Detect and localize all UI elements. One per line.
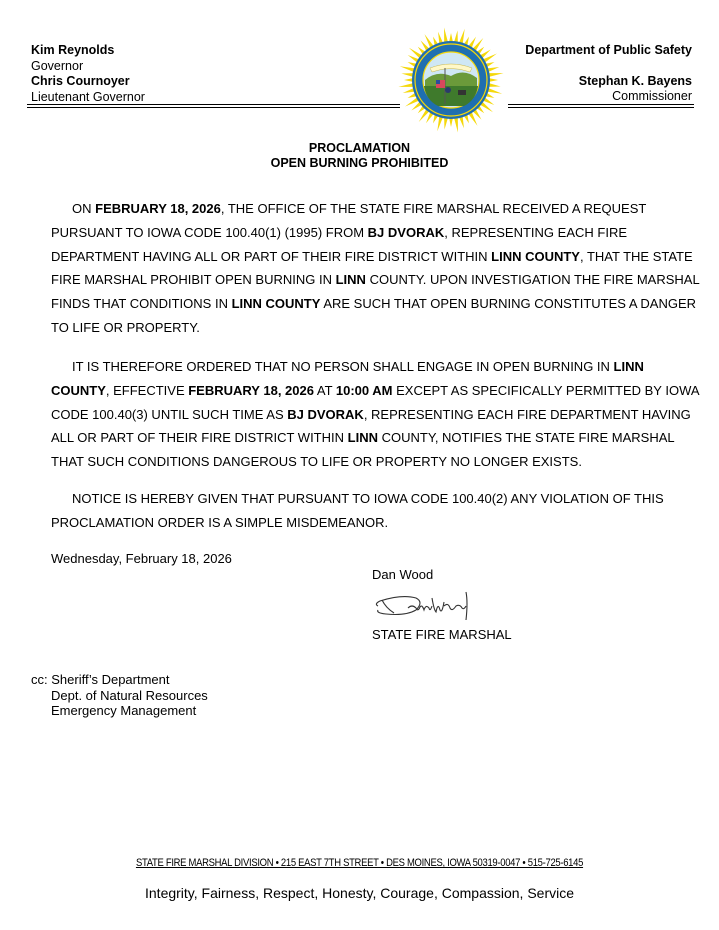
cc-label: cc: (31, 672, 48, 687)
title-line-subject: OPEN BURNING PROHIBITED (270, 156, 449, 170)
emphasized-text: FEBRUARY 18, 2026 (95, 201, 221, 216)
cc-recipient: Emergency Management (51, 703, 197, 718)
seal-ray (444, 27, 448, 42)
body-text: ARE SUCH THAT OPEN BURNING CONSTITUTES A DANGER TO LIFE OR PROPERTY. (51, 296, 697, 335)
header-right-department (525, 43, 692, 105)
body-text: ON (72, 201, 96, 216)
state-fire-marshal-seal-icon (392, 24, 510, 136)
signature-graphic (372, 584, 482, 620)
cc-row-first (31, 672, 208, 688)
seal-ray (454, 117, 458, 132)
header-left-officials (31, 43, 145, 105)
seal-ray (404, 78, 413, 82)
seal-ray (487, 88, 502, 94)
seal-ray (449, 118, 453, 127)
emphasized-text: BJ DVORAK (367, 224, 445, 240)
paragraph-text (51, 487, 701, 535)
emphasized-text: LINN (335, 272, 366, 288)
emphasized-text: LINN COUNTY (231, 296, 321, 312)
seal-ray (454, 30, 458, 42)
proclamation-date: Wednesday, February 18, 2026 (51, 551, 232, 566)
body-text: , REPRESENTING EACH FIRE DEPARTMENT HAVING ALL OR PART OF THEIR FIRE DISTRICT WITHIN (51, 224, 627, 264)
signer-title: STATE FIRE MARSHAL (372, 627, 512, 642)
paragraph-order (51, 355, 701, 474)
body-text: COUNTY. UPON INVESTIGATION THE FIRE MARSHAL FINDS THAT CONDITIONS IN (51, 272, 700, 312)
signature-stroke-d (376, 597, 420, 615)
cc-list (31, 672, 208, 719)
body-text: AT (313, 382, 336, 398)
paragraph-text (51, 355, 701, 474)
header-double-rule-right (508, 104, 694, 108)
governor-title: Governor (31, 58, 84, 73)
body-text: , REPRESENTING EACH FIRE DEPARTMENT HAVING ALL OR PART OF THEIR FIRE DISTRICT WITHIN (51, 406, 691, 446)
signature-stroke-an (408, 606, 432, 610)
paragraph-request (51, 197, 701, 340)
body-text: , NOTIFIES THE STATE FIRE MARSHAL THAT SUCH CONDITIONS DANGEROUS TO LIFE OR PROPERTY NO LONGER EXISTS. (51, 430, 675, 470)
body-text: IT IS THEREFORE ORDERED THAT NO PERSON SHALL ENGAGE IN OPEN BURNING IN (72, 359, 614, 374)
emphasized-text: 10:00 AM (335, 382, 393, 398)
commissioner-title: Commissioner (612, 89, 692, 103)
document-title (0, 141, 719, 171)
seal-ray (488, 73, 503, 77)
body-text: COUNTY (377, 430, 435, 446)
emphasized-text: LINN COUNTY (491, 248, 580, 264)
seal-ray (398, 83, 413, 87)
signer-name: Dan Wood (372, 567, 434, 582)
lt-governor-name: Chris Cournoyer (31, 74, 130, 88)
seal-ray (401, 73, 413, 77)
lt-governor-title: Lieutenant Governor (31, 89, 145, 104)
emphasized-text: LINN COUNTY (51, 359, 644, 398)
paragraph-text (51, 197, 701, 340)
emphasized-text: BJ DVORAK (287, 406, 364, 422)
seal-ray (489, 78, 498, 82)
body-text: , EFFECTIVE (105, 382, 189, 398)
governor-name: Kim Reynolds (31, 43, 115, 57)
emphasized-text: LINN (347, 430, 378, 446)
seal-ray (444, 117, 448, 129)
seal-graphic (392, 24, 510, 136)
seal-ray (459, 29, 465, 44)
header-double-rule-left (27, 104, 400, 108)
footer-values-statement: Integrity, Fairness, Respect, Honesty, Courage, Compassion, Service (145, 885, 574, 901)
body-text: , THAT THE STATE FIRE MARSHAL PROHIBIT OPEN BURNING IN (51, 248, 693, 288)
seal-ray (488, 83, 500, 87)
body-text: EXCEPT AS SPECIFICALLY PERMITTED BY IOWA CODE 100.40(3) UNTIL SUCH TIME AS (51, 382, 699, 422)
handwritten-signature-icon (372, 584, 482, 620)
signature-stroke-wood (432, 592, 467, 620)
seal-soldier (445, 87, 451, 93)
commissioner-name: Stephan K. Bayens (578, 73, 692, 88)
paragraph-notice (51, 487, 701, 535)
body-text: NOTICE IS HEREBY GIVEN THAT PURSUANT TO IOWA CODE 100.40(2) ANY VIOLATION OF THIS PROCLAMATION ORDER IS A SIMPLE MISDEMEANOR. (51, 491, 664, 530)
footer-address: STATE FIRE MARSHAL DIVISION • 215 EAST 7TH STREET • DES MOINES, IOWA 50319-0047 • 515-725-6145 (135, 857, 584, 869)
seal-ray (449, 33, 453, 42)
cc-recipient: Sheriff’s Department (51, 672, 170, 687)
seal-ray (437, 116, 443, 131)
seal-flag-canton (436, 80, 440, 84)
department-name: Department of Public Safety (525, 43, 692, 57)
title-line-proclamation: PROCLAMATION (308, 141, 411, 155)
body-text: , THE OFFICE OF THE STATE FIRE MARSHAL RECEIVED A REQUEST PURSUANT TO IOWA CODE 100.40(1) (1995) FROM (51, 201, 647, 240)
seal-ray (400, 66, 415, 72)
seal-cabin (458, 90, 466, 95)
emphasized-text: FEBRUARY 18, 2026 (188, 382, 314, 398)
cc-recipient: Dept. of Natural Resources (51, 687, 208, 703)
